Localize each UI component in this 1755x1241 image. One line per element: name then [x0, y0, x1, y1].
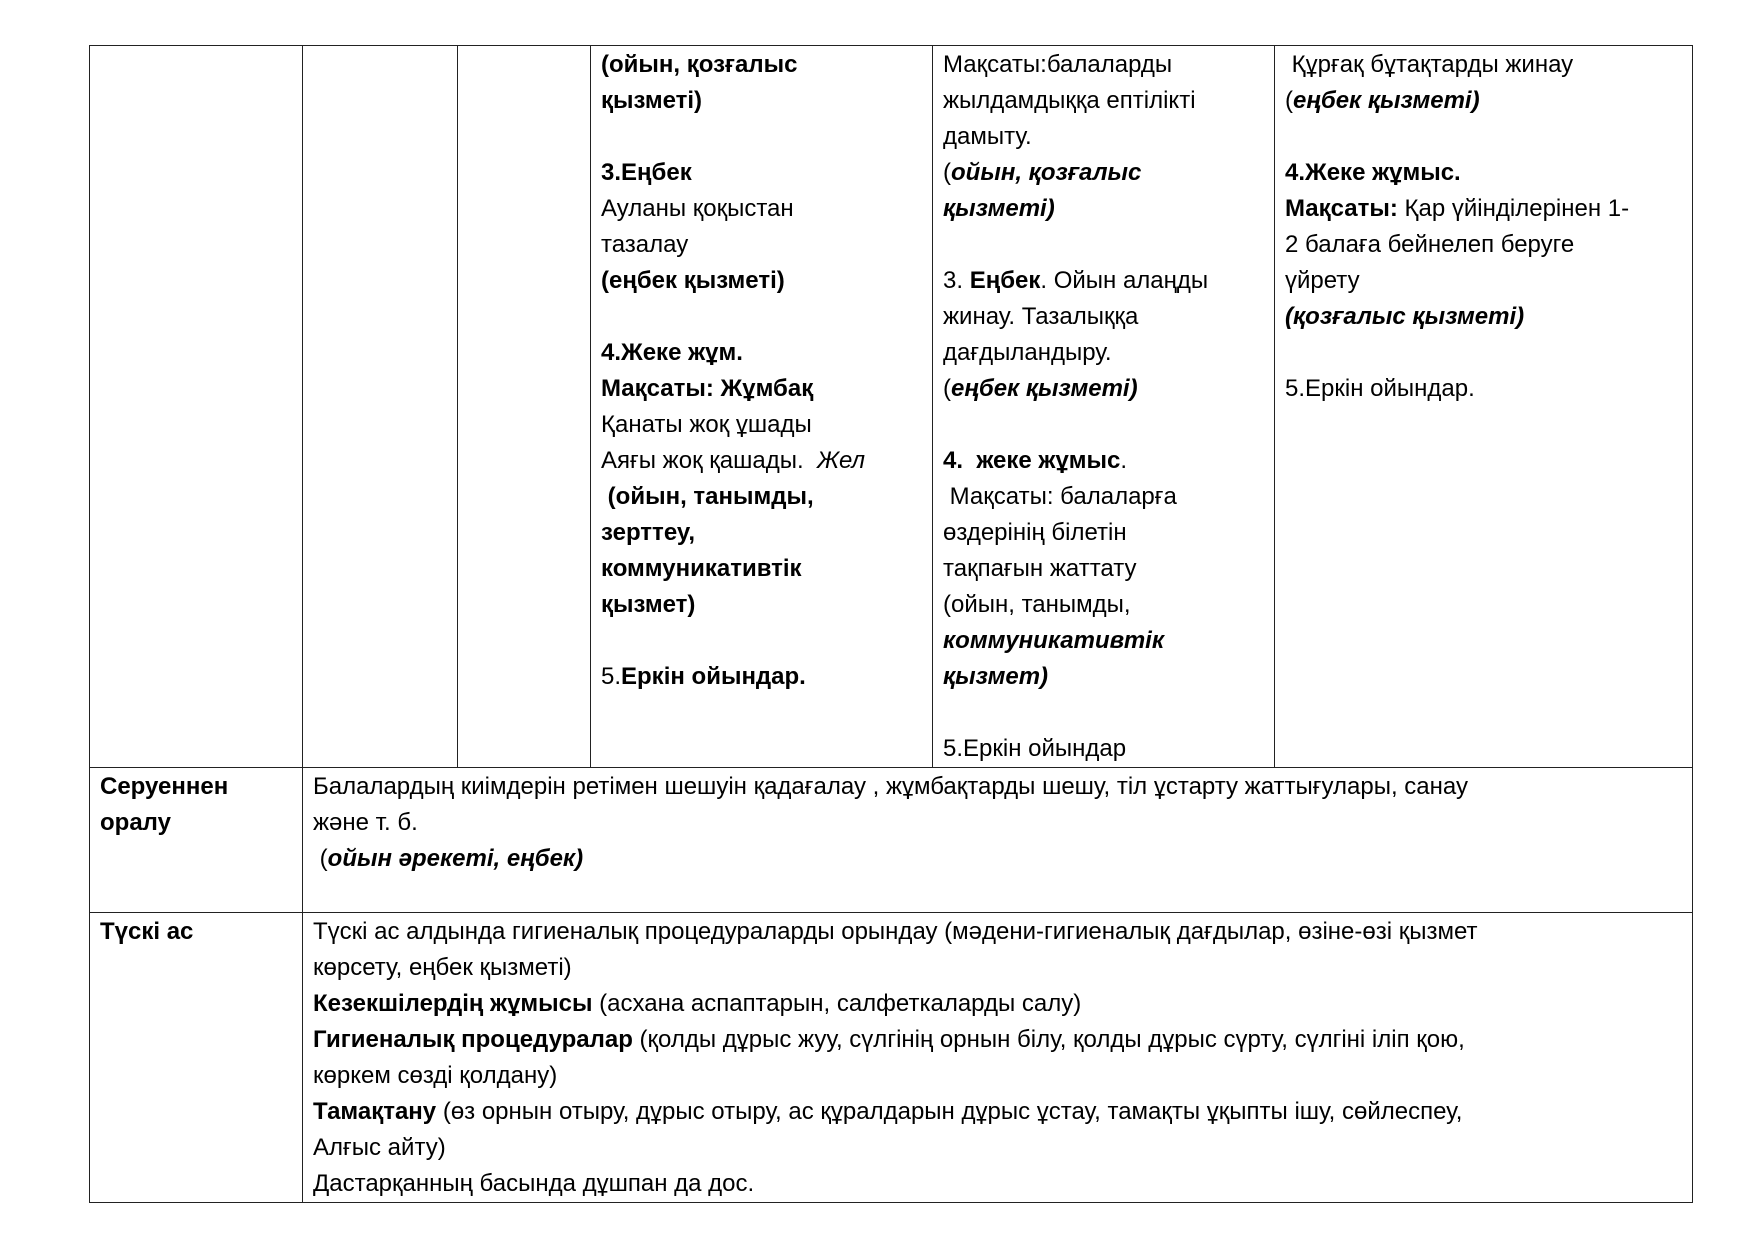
text-line	[943, 155, 1264, 191]
text-line	[313, 914, 1682, 950]
blank-line	[1285, 119, 1682, 155]
text-line	[943, 551, 1264, 587]
text-line	[1285, 263, 1682, 299]
text-run: Ауланы қоқыстан	[601, 195, 794, 222]
text-run: көрсету, еңбек қызметі)	[313, 954, 572, 981]
blank-line	[943, 227, 1264, 263]
text-line	[943, 623, 1264, 659]
text-line	[1285, 83, 1682, 119]
text-line	[313, 841, 1682, 877]
activity-cell	[591, 46, 933, 768]
text-run: қызметі)	[943, 195, 1055, 222]
text-line	[313, 1130, 1682, 1166]
text-line	[601, 263, 922, 299]
text-run: (ойын, танымды,	[943, 591, 1131, 618]
text-run: Алғыс айту)	[313, 1134, 446, 1161]
text-run: (	[1285, 87, 1293, 114]
text-run: Тамақтану	[313, 1098, 437, 1125]
text-run: Еңбек	[969, 267, 1041, 294]
text-run: Мақсаты: Жұмбақ	[601, 375, 814, 402]
row-label: Серуеннен оралу	[90, 768, 303, 913]
text-line	[943, 299, 1264, 335]
text-run: Балалардың киімдерін ретімен шешуін қадағалау , жұмбақтарды шешу, тіл ұстарту жаттығулары, санау	[313, 773, 1468, 800]
text-line	[313, 1022, 1682, 1058]
text-run: ойын әрекеті, еңбек)	[327, 845, 584, 872]
text-run: Қар үйінділерінен 1-	[1397, 195, 1630, 222]
text-line	[601, 407, 922, 443]
text-line	[943, 83, 1264, 119]
text-run: коммуникативтік	[943, 627, 1164, 654]
text-run: және т. б.	[313, 809, 418, 836]
text-run: (	[943, 159, 951, 186]
text-line	[313, 805, 1682, 841]
text-run: .	[1120, 447, 1128, 474]
blank-line	[601, 299, 922, 335]
text-run: 5.	[601, 663, 622, 690]
text-run: 4.Жеке жұм.	[601, 339, 743, 366]
activity-cell	[933, 46, 1275, 768]
text-run: тазалау	[601, 231, 689, 258]
text-run: Мақсаты:балаларды	[943, 51, 1173, 78]
text-line	[601, 443, 922, 479]
text-run: . Ойын алаңды	[1040, 267, 1209, 294]
text-run: 3.	[943, 267, 970, 294]
text-line	[601, 335, 922, 371]
text-line	[943, 119, 1264, 155]
text-run: дағдыландыру.	[943, 339, 1112, 366]
text-run: жылдамдыққа ептілікті	[943, 87, 1196, 114]
text-run: еңбек қызметі)	[1293, 87, 1480, 114]
text-line	[943, 479, 1264, 515]
text-run: жинау. Тазалыққа	[943, 303, 1139, 330]
text-run: үйрету	[1285, 267, 1360, 294]
text-run: Түскі ас алдында гигиеналық процедураларды орындау (мәдени-гигиеналық дағдылар, өзіне-өзі қызмет	[313, 918, 1478, 945]
text-line	[601, 551, 922, 587]
text-run: (өз орнын отыру, дұрыс отыру, ас құралдарын дұрыс ұстау, тамақты ұқыпты ішу, сөйлеспеу,	[436, 1098, 1463, 1125]
text-line	[601, 155, 922, 191]
text-run: тақпағын жаттату	[943, 555, 1137, 582]
text-run: Кезекшілердің жұмысы	[313, 990, 593, 1017]
text-run: (қолды дұрыс жуу, сүлгінің орнын білу, қолды дұрыс сүрту, сүлгіні іліп қою,	[632, 1026, 1465, 1053]
text-line	[601, 479, 922, 515]
text-run: Мақсаты:	[1285, 195, 1398, 222]
text-line	[601, 227, 922, 263]
text-line	[943, 659, 1264, 695]
text-run: Мақсаты: балаларға	[943, 483, 1177, 510]
text-run: зерттеу,	[601, 519, 696, 546]
text-run: қызмет)	[943, 663, 1049, 690]
text-line	[1285, 299, 1682, 335]
text-run: ойын, қозғалыс	[951, 159, 1142, 186]
text-run: өздерінің білетін	[943, 519, 1127, 546]
text-line	[601, 83, 922, 119]
table-row	[90, 913, 1693, 1203]
text-run: Жел	[816, 447, 866, 474]
text-run: (еңбек қызметі)	[601, 267, 785, 294]
blank-line	[1285, 335, 1682, 371]
blank-line	[601, 623, 922, 659]
text-run: 3.Еңбек	[601, 159, 692, 186]
blank-line	[601, 119, 922, 155]
blank-line	[943, 407, 1264, 443]
text-line	[943, 47, 1264, 83]
text-line	[601, 659, 922, 695]
text-line	[1285, 371, 1682, 407]
text-run: 5.Еркін ойындар	[943, 735, 1127, 762]
text-line	[601, 191, 922, 227]
text-run: коммуникативтік	[601, 555, 802, 582]
text-run: еңбек қызметі)	[951, 375, 1138, 402]
text-line	[601, 515, 922, 551]
text-line	[1285, 191, 1682, 227]
text-line	[1285, 47, 1682, 83]
text-run: Аяғы жоқ қашады.	[601, 447, 817, 474]
text-run: (ойын, танымды,	[601, 483, 814, 510]
row-content	[303, 913, 1693, 1203]
text-run: Қанаты жоқ ұшады	[601, 411, 812, 438]
row-content	[303, 768, 1693, 913]
text-line	[313, 986, 1682, 1022]
table-row	[90, 46, 1693, 768]
text-run: 2 балаға бейнелеп беруге	[1285, 231, 1575, 258]
text-line	[601, 371, 922, 407]
text-run: қызметі)	[601, 87, 703, 114]
text-line	[943, 371, 1264, 407]
text-line	[313, 1166, 1682, 1202]
text-run: (	[313, 845, 328, 872]
text-run: дамыту.	[943, 123, 1032, 150]
text-run: Гигиеналық процедуралар	[313, 1026, 633, 1053]
text-line	[943, 515, 1264, 551]
text-line	[601, 587, 922, 623]
text-line	[313, 1058, 1682, 1094]
text-run: қызмет)	[601, 591, 696, 618]
row-label: Түскі ас	[90, 913, 303, 1203]
text-run: Еркін ойындар.	[621, 663, 806, 690]
empty-cell	[303, 46, 458, 768]
empty-cell	[458, 46, 591, 768]
row-label-cell	[90, 46, 303, 768]
plan-table	[89, 45, 1693, 1203]
text-run: (асхана аспаптарын, салфеткаларды салу)	[592, 990, 1082, 1017]
text-run: Дастарқанның басында дұшпан да дос.	[313, 1170, 755, 1197]
table-row	[90, 768, 1693, 913]
text-line	[943, 191, 1264, 227]
text-line	[313, 1094, 1682, 1130]
text-line	[943, 587, 1264, 623]
text-run: (	[943, 375, 951, 402]
text-run: 5.Еркін ойындар.	[1285, 375, 1475, 402]
text-line	[943, 731, 1264, 767]
text-run: Құрғақ бұтақтарды жинау	[1285, 51, 1574, 78]
text-line	[313, 769, 1682, 805]
text-line	[601, 47, 922, 83]
text-line	[313, 950, 1682, 986]
text-line	[1285, 227, 1682, 263]
text-run: (ойын, қозғалыс	[601, 51, 798, 78]
text-run: көркем сөзді қолдану)	[313, 1062, 558, 1089]
text-run: 4.Жеке жұмыс.	[1285, 159, 1461, 186]
activity-cell	[1275, 46, 1693, 768]
text-line	[943, 443, 1264, 479]
text-line	[943, 335, 1264, 371]
text-run: (қозғалыс қызметі)	[1285, 303, 1525, 330]
blank-line	[943, 695, 1264, 731]
text-line	[943, 263, 1264, 299]
text-line	[1285, 155, 1682, 191]
text-run: 4. жеке жұмыс	[943, 447, 1121, 474]
